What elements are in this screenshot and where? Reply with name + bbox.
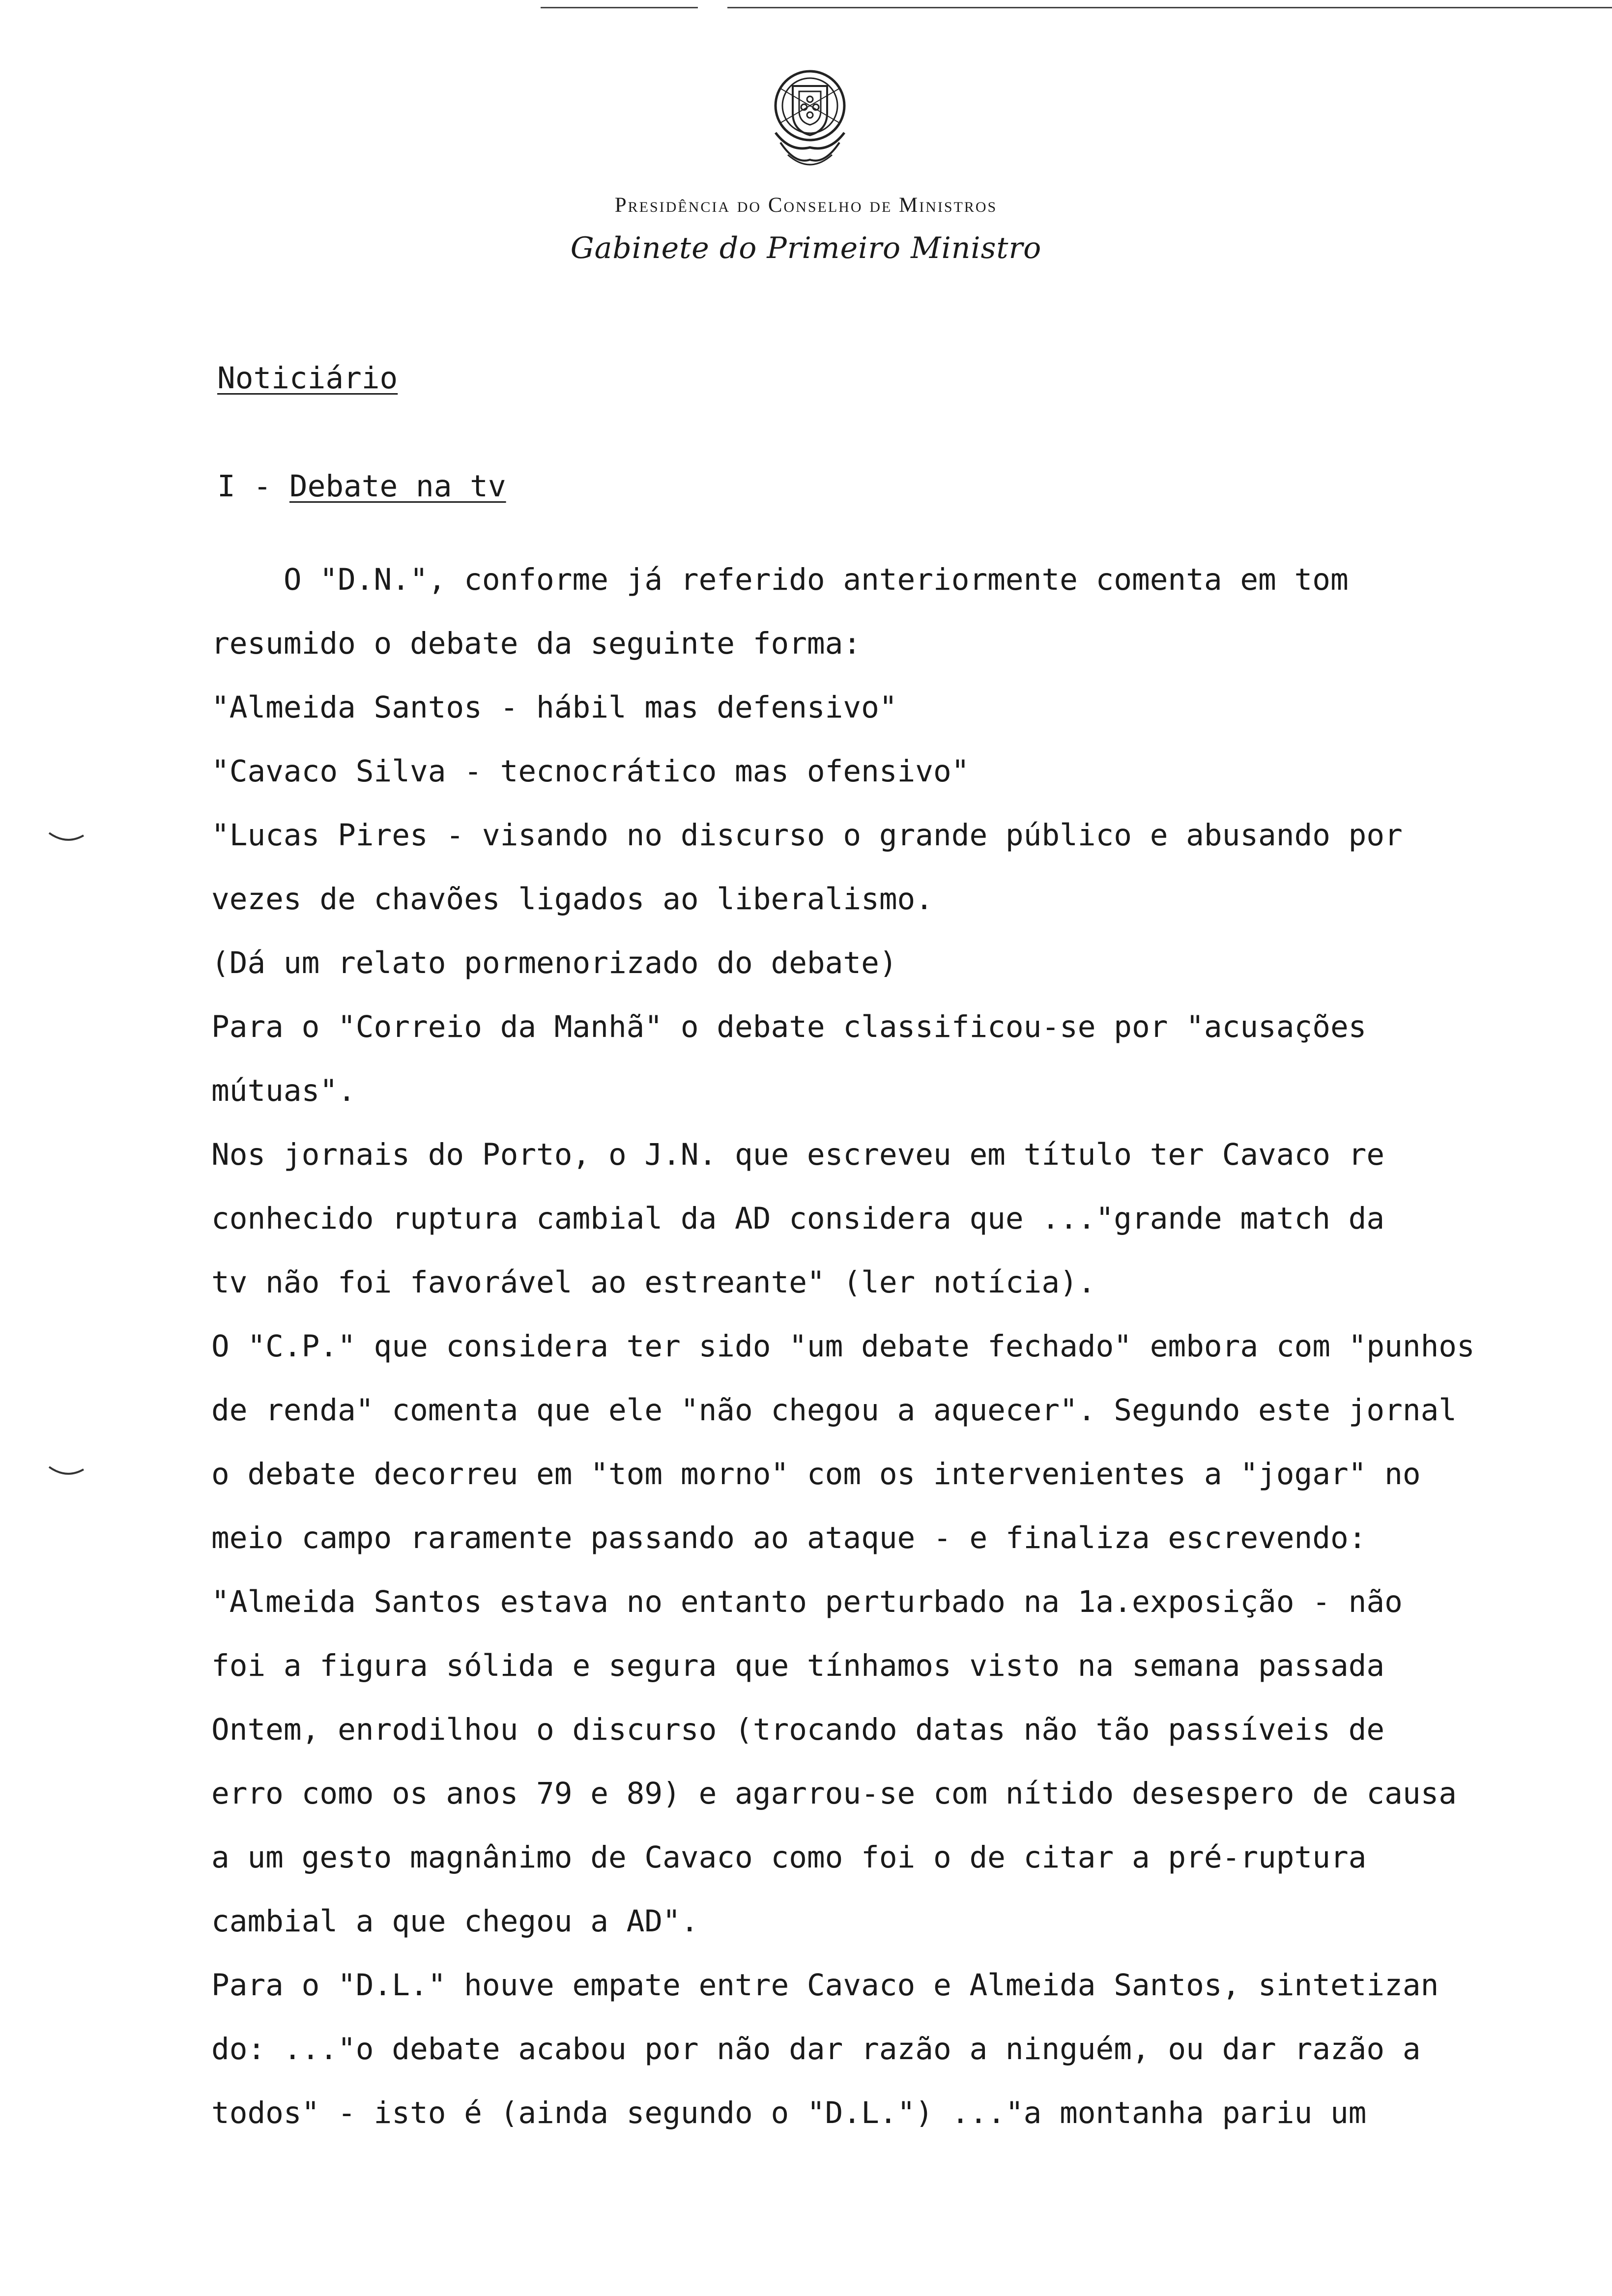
body-line: Ontem, enrodilhou o discurso (trocando datas não tão passíveis de xyxy=(211,1712,1385,1747)
body-line: do: ..."o debate acabou por não dar razão a ninguém, ou dar razão a xyxy=(211,2032,1421,2066)
body-line: vezes de chavões ligados ao liberalismo. xyxy=(211,882,934,917)
body-line: Para o "Correio da Manhã" o debate classificou-se por "acusações xyxy=(211,1009,1367,1044)
body-line: tv não foi favorável ao estreante" (ler notícia). xyxy=(211,1265,1096,1300)
document-title-text: Noticiário xyxy=(217,361,398,396)
body-line: O "D.N.", conforme já referido anteriormente comenta em tom xyxy=(211,562,1349,597)
coat-of-arms-icon xyxy=(761,59,859,177)
body-line: foi a figura sólida e segura que tínhamos visto na semana passada xyxy=(211,1648,1385,1683)
top-rule-left xyxy=(541,7,698,8)
body-line: Nos jornais do Porto, o J.N. que escreveu em título ter Cavaco re xyxy=(211,1137,1385,1172)
body-line: cambial a que chegou a AD". xyxy=(211,1904,699,1939)
body-line: Para o "D.L." houve empate entre Cavaco e Almeida Santos, sintetizan xyxy=(211,1968,1439,2003)
top-rule-right xyxy=(727,7,1612,8)
body-line: resumido o debate da seguinte forma: xyxy=(211,626,862,661)
body-line: O "C.P." que considera ter sido "um debate fechado" embora com "punhos xyxy=(211,1329,1475,1364)
office-name: Gabinete do Primeiro Ministro xyxy=(570,231,1042,265)
body-line: "Almeida Santos - hábil mas defensivo" xyxy=(211,690,897,725)
body-line: "Almeida Santos estava no entanto perturbado na 1a.exposição - não xyxy=(211,1584,1403,1619)
margin-mark-upper xyxy=(47,831,86,845)
document-title xyxy=(217,361,398,396)
body-line: a um gesto magnânimo de Cavaco como foi o de citar a pré-ruptura xyxy=(211,1840,1367,1875)
section-number: I - xyxy=(217,469,289,504)
body-line: "Cavaco Silva - tecnocrático mas ofensivo" xyxy=(211,754,970,789)
body-line: conhecido ruptura cambial da AD considera que ..."grande match da xyxy=(211,1201,1385,1236)
body-text xyxy=(211,548,1587,2145)
section-heading xyxy=(217,469,506,504)
body-line: mútuas". xyxy=(211,1073,356,1108)
body-line: meio campo raramente passando ao ataque - e finaliza escrevendo: xyxy=(211,1521,1367,1555)
body-line: todos" - isto é (ainda segundo o "D.L.") ..."a montanha pariu um xyxy=(211,2095,1367,2130)
section-title: Debate na tv xyxy=(289,469,506,504)
organization-name: Presidência do Conselho de Ministros xyxy=(614,194,998,217)
body-line: o debate decorreu em "tom morno" com os intervenientes a "jogar" no xyxy=(211,1457,1421,1492)
body-line: erro como os anos 79 e 89) e agarrou-se com nítido desespero de causa xyxy=(211,1776,1457,1811)
body-line: de renda" comenta que ele "não chegou a aquecer". Segundo este jornal xyxy=(211,1393,1457,1428)
body-line: "Lucas Pires - visando no discurso o grande público e abusando por xyxy=(211,818,1403,853)
margin-mark-lower xyxy=(47,1464,86,1479)
body-line: (Dá um relato pormenorizado do debate) xyxy=(211,946,897,980)
